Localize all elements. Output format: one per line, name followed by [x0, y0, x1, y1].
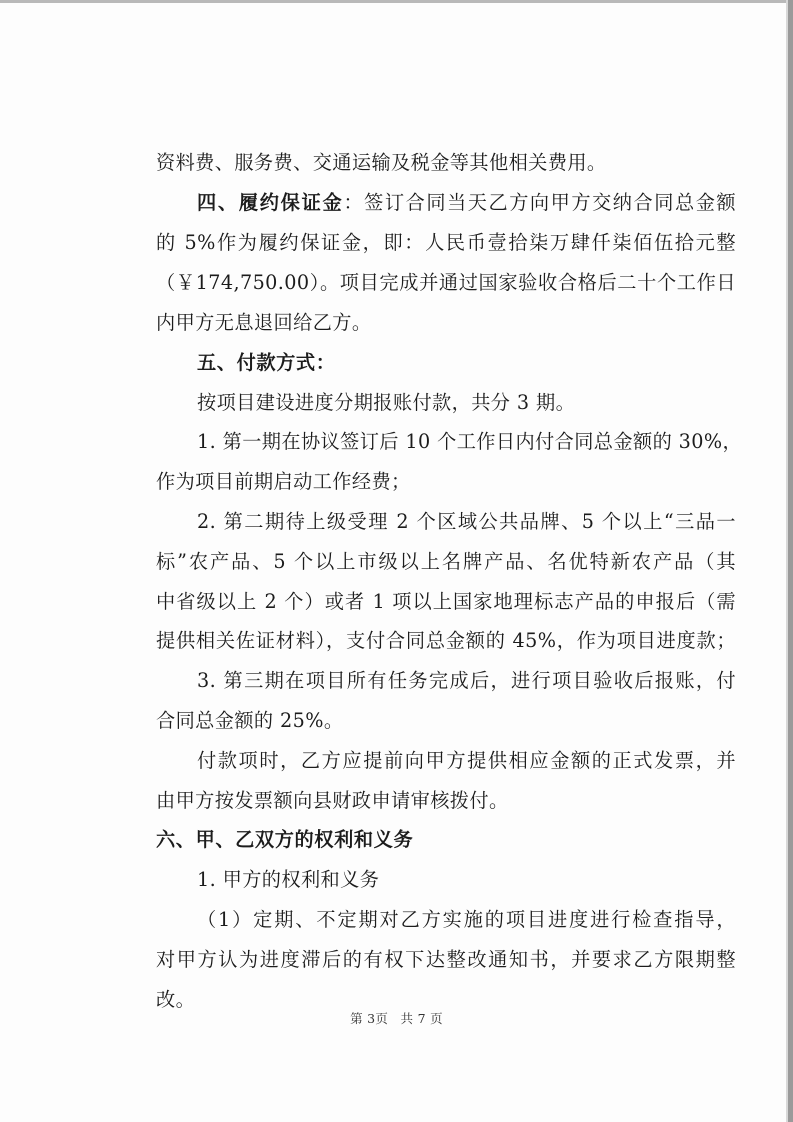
section-4-heading: 四、履约保证金	[197, 191, 344, 214]
section-6-heading: 六、甲、乙双方的权利和义务	[156, 828, 414, 851]
body-line: 按项目建设进度分期报账付款，共分 3 期。	[197, 391, 576, 414]
body-line: 1. 第一期在协议签订后 10 个工作日内付合同总金额的 30%，	[197, 430, 743, 453]
scan-edge-top	[0, 0, 793, 3]
body-line: 内甲方无息退回给乙方。	[156, 311, 372, 334]
body-line: 资料费、服务费、交通运输及税金等其他相关费用。	[156, 151, 607, 174]
section-5-heading: 五、付款方式：	[197, 351, 336, 374]
section-4-text: ：签订合同当天乙方向甲方交纳合同总金额	[343, 191, 736, 214]
body-line: 改。	[156, 988, 196, 1011]
scan-edge-right	[788, 0, 793, 1122]
page-total: 共 7 页	[400, 1011, 443, 1026]
body-line: （1）定期、不定期对乙方实施的项目进度进行检查指导，	[197, 908, 736, 931]
body-line: 提供相关佐证材料），支付合同总金额的 45%，作为项目进度款；	[156, 629, 736, 652]
body-line: 合同总金额的 25%。	[156, 709, 344, 732]
body-line: 标”农产品、5 个以上市级以上名牌产品、名优特新农产品（其	[156, 550, 736, 573]
body-line: 中省级以上 2 个）或者 1 项以上国家地理标志产品的申报后（需	[156, 590, 736, 613]
body-line: 付款项时，乙方应提前向甲方提供相应金额的正式发票，并	[197, 749, 736, 772]
body-line: 3. 第三期在项目所有任务完成后，进行项目验收后报账，付	[197, 669, 736, 692]
body-line: 2. 第二期待上级受理 2 个区域公共品牌、5 个以上“三品一	[197, 510, 736, 533]
body-line: 作为项目前期启动工作经费；	[156, 470, 411, 493]
page-footer	[0, 1009, 793, 1027]
page-number: 第 3页	[350, 1011, 389, 1026]
body-line: 对甲方认为进度滞后的有权下达整改通知书，并要求乙方限期整	[156, 948, 736, 971]
body-line: 1. 甲方的权利和义务	[197, 868, 380, 891]
section-4-line	[197, 190, 736, 216]
body-line: 的 5%作为履约保证金，即：人民币壹拾柒万肆仟柒佰伍拾元整	[156, 231, 736, 254]
body-line: （￥174,750.00）。项目完成并通过国家验收合格后二十个工作日	[156, 271, 736, 294]
body-line: 由甲方按发票额向县财政申请审核拨付。	[156, 789, 509, 812]
